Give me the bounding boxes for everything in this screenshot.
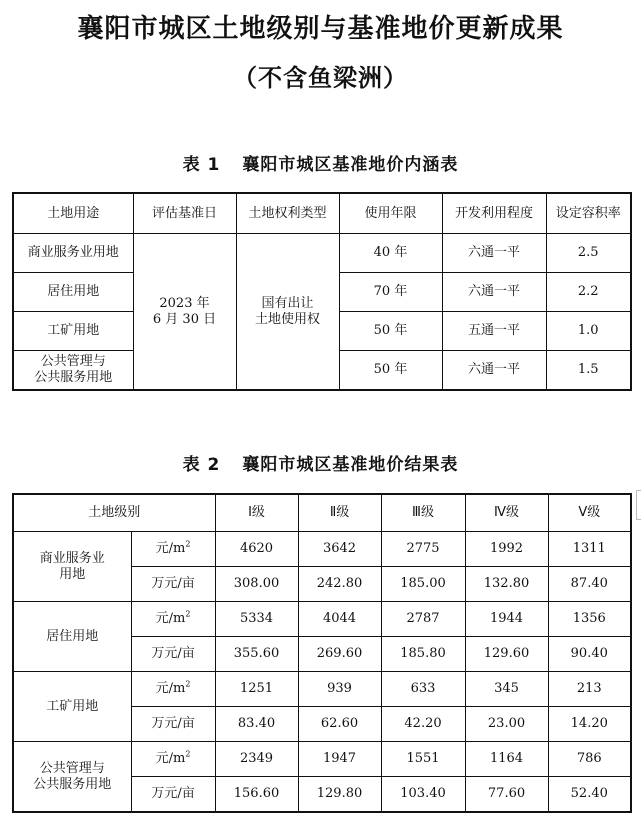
header-land-use: 土地用途 [13,193,133,234]
land-price-definition-table [12,192,632,391]
unit-cell: 万元/亩 [131,707,215,742]
header-level-3: Ⅲ级 [381,494,465,532]
price-cell: 1311 [548,532,631,567]
unit-superscript: 2 [185,539,191,549]
table2-caption-number: 表 2 [182,455,221,475]
price-cell: 185.80 [381,637,465,672]
land-price-result-table [12,493,632,813]
price-cell: 1944 [465,602,548,637]
header-level-5: Ⅴ级 [548,494,631,532]
document-title: 襄阳市城区土地级别与基准地价更新成果 [77,14,564,44]
table-row [13,532,631,567]
price-cell: 213 [548,672,631,707]
price-cell: 1551 [381,742,465,777]
development-level-cell: 五通一平 [442,312,546,351]
price-cell: 1251 [215,672,298,707]
unit-cell [131,672,215,707]
header-floor-area-ratio: 设定容积率 [546,193,631,234]
header-use-years: 使用年限 [339,193,442,234]
price-cell: 77.60 [465,777,548,813]
price-cell: 4620 [215,532,298,567]
price-cell: 1356 [548,602,631,637]
page-edge-marker [636,490,641,520]
price-cell: 786 [548,742,631,777]
use-years-cell: 50 年 [339,312,442,351]
price-cell: 5334 [215,602,298,637]
use-years-cell: 70 年 [339,273,442,312]
land-use-cell: 公共管理与 公共服务用地 [13,351,133,391]
table2-caption [0,450,641,475]
header-rights-type: 土地权利类型 [236,193,339,234]
price-cell: 242.80 [298,567,381,602]
use-years-cell: 50 年 [339,351,442,391]
header-level-4: Ⅳ级 [465,494,548,532]
table1-caption-number: 表 1 [182,155,221,175]
unit-superscript: 2 [185,679,191,689]
unit-label: 元/m [155,541,186,556]
price-cell: 185.00 [381,567,465,602]
unit-cell: 万元/亩 [131,777,215,813]
table1-header-row [13,193,631,234]
unit-cell [131,742,215,777]
rights-type-cell: 国有出让 土地使用权 [236,234,339,391]
unit-label: 元/m [155,681,186,696]
price-cell: 2775 [381,532,465,567]
land-use-cell: 居住用地 [13,602,131,672]
price-cell: 52.40 [548,777,631,813]
development-level-cell: 六通一平 [442,234,546,273]
price-cell: 1992 [465,532,548,567]
unit-cell [131,532,215,567]
header-development-level: 开发利用程度 [442,193,546,234]
price-cell: 3642 [298,532,381,567]
table-row [13,602,631,637]
table1-caption-text: 襄阳市城区基准地价内涵表 [242,155,459,175]
document-subtitle: （不含鱼梁洲） [233,64,408,92]
header-base-date: 评估基准日 [133,193,236,234]
header-level-1: Ⅰ级 [215,494,298,532]
price-cell: 633 [381,672,465,707]
price-cell: 355.60 [215,637,298,672]
table-row [13,672,631,707]
price-cell: 308.00 [215,567,298,602]
land-use-cell: 工矿用地 [13,312,133,351]
floor-area-ratio-cell: 1.0 [546,312,631,351]
table2-caption-text: 襄阳市城区基准地价结果表 [242,455,459,475]
price-cell: 23.00 [465,707,548,742]
price-cell: 83.40 [215,707,298,742]
land-use-cell: 公共管理与 公共服务用地 [13,742,131,813]
price-cell: 62.60 [298,707,381,742]
table2-header-row [13,494,631,532]
unit-cell: 万元/亩 [131,637,215,672]
price-cell: 156.60 [215,777,298,813]
floor-area-ratio-cell: 2.2 [546,273,631,312]
land-use-cell: 居住用地 [13,273,133,312]
development-level-cell: 六通一平 [442,351,546,391]
use-years-cell: 40 年 [339,234,442,273]
table-row [13,742,631,777]
price-cell: 345 [465,672,548,707]
price-cell: 42.20 [381,707,465,742]
floor-area-ratio-cell: 2.5 [546,234,631,273]
price-cell: 1164 [465,742,548,777]
header-level-2: Ⅱ级 [298,494,381,532]
price-cell: 14.20 [548,707,631,742]
floor-area-ratio-cell: 1.5 [546,351,631,391]
price-cell: 269.60 [298,637,381,672]
table1-caption [0,150,641,175]
unit-superscript: 2 [185,609,191,619]
land-use-cell: 商业服务业用地 [13,234,133,273]
unit-label: 元/m [155,751,186,766]
unit-label: 元/m [155,611,186,626]
price-cell: 90.40 [548,637,631,672]
price-cell: 132.80 [465,567,548,602]
price-cell: 2349 [215,742,298,777]
land-use-cell: 商业服务业 用地 [13,532,131,602]
unit-superscript: 2 [185,749,191,759]
table-row [13,234,631,273]
unit-cell: 万元/亩 [131,567,215,602]
price-cell: 129.80 [298,777,381,813]
unit-cell [131,602,215,637]
header-land-level: 土地级别 [13,494,215,532]
base-date-cell: 2023 年 6 月 30 日 [133,234,236,391]
price-cell: 939 [298,672,381,707]
price-cell: 103.40 [381,777,465,813]
price-cell: 1947 [298,742,381,777]
land-use-cell: 工矿用地 [13,672,131,742]
price-cell: 129.60 [465,637,548,672]
price-cell: 4044 [298,602,381,637]
development-level-cell: 六通一平 [442,273,546,312]
price-cell: 87.40 [548,567,631,602]
price-cell: 2787 [381,602,465,637]
